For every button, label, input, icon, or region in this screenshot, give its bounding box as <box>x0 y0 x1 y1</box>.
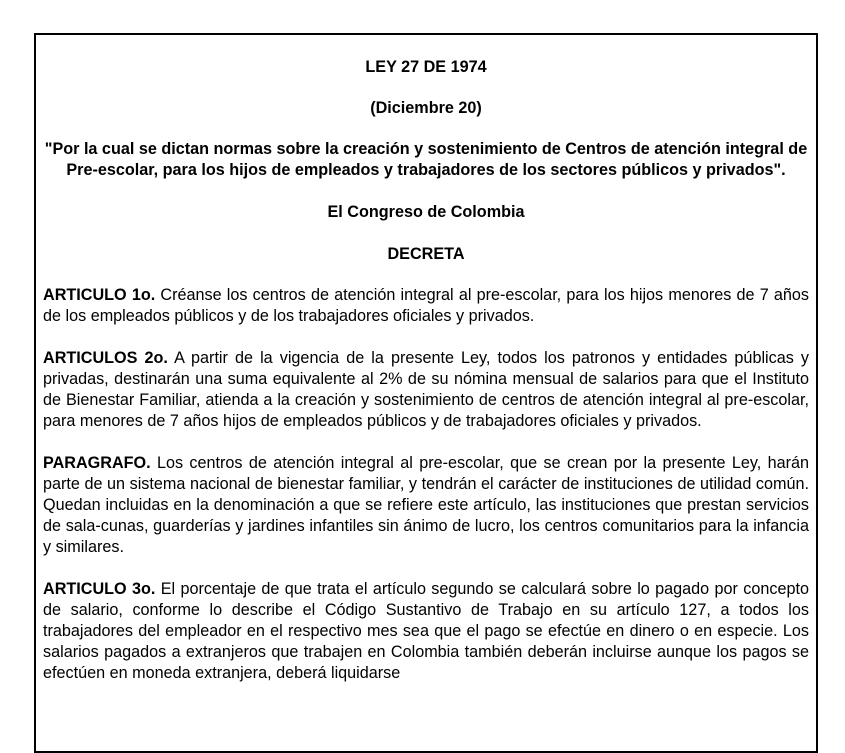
paragraph-clause-text: Los centros de atención integral al pre-escolar, que se crean por la presente Ley, harán parte de un sistema nacional de bienestar familiar, y tendrán el carácter de instituciones de utilidad común. Quedan incluidas en la denominación a que se refiere este artículo, las instituciones que prestan servicios de sala-cunas, guarderías y jardines infantiles sin ánimo de lucro, los centros comunitarios para la infancia y similares. <box>43 454 809 556</box>
document-page <box>34 33 818 753</box>
law-subject: "Por la cual se dictan normas sobre la creación y sostenimiento de Centros de atención integral de Pre-escolar, para los hijos de empleados y trabajadores de los sectores públicos y privados". <box>44 140 808 179</box>
law-title: LEY 27 DE 1974 <box>365 58 487 76</box>
article-3-text: El porcentaje de que trata el artículo segundo se calculará sobre lo pagado por concepto de salario, conforme lo describe el Código Sustantivo de Trabajo en su artículo 127, a todos los trabajadores del empleador en el respectivo mes sea que el pago se efectúe en dinero o en especie. Los salarios pagados a extranjeros que trabajen en Colombia también deberán incluirse aunque los pagos se efectúen en moneda extranjera, deberá liquidarse <box>43 580 809 682</box>
article-1-heading: ARTICULO 1o. <box>43 286 156 304</box>
article-3-heading: ARTICULO 3o. <box>43 580 156 598</box>
article-1 <box>43 285 809 327</box>
paragraph-clause-heading: PARAGRAFO. <box>43 454 151 472</box>
article-2 <box>43 348 809 432</box>
article-2-text: A partir de la vigencia de la presente Ley, todos los patronos y entidades públicas y privadas, destinarán una suma equivalente al 2% de su nómina mensual de salarios para que el Instituto de Bienestar Familiar, atienda a la creación y sostenimiento de centros de atención integral al pre-escolar, para menores de 7 años hijos de empleados públicos y de trabajadores oficiales y privados. <box>43 349 809 430</box>
article-2-heading: ARTICULOS 2o. <box>43 349 168 367</box>
article-3 <box>43 579 809 684</box>
law-date: (Diciembre 20) <box>370 99 482 117</box>
article-1-text: Créanse los centros de atención integral al pre-escolar, para los hijos menores de 7 años de los empleados públicos y de los trabajadores oficiales y privados. <box>43 286 809 325</box>
issuer-line: El Congreso de Colombia <box>327 203 525 221</box>
decree-heading: DECRETA <box>387 245 465 263</box>
paragraph-clause <box>43 453 809 558</box>
